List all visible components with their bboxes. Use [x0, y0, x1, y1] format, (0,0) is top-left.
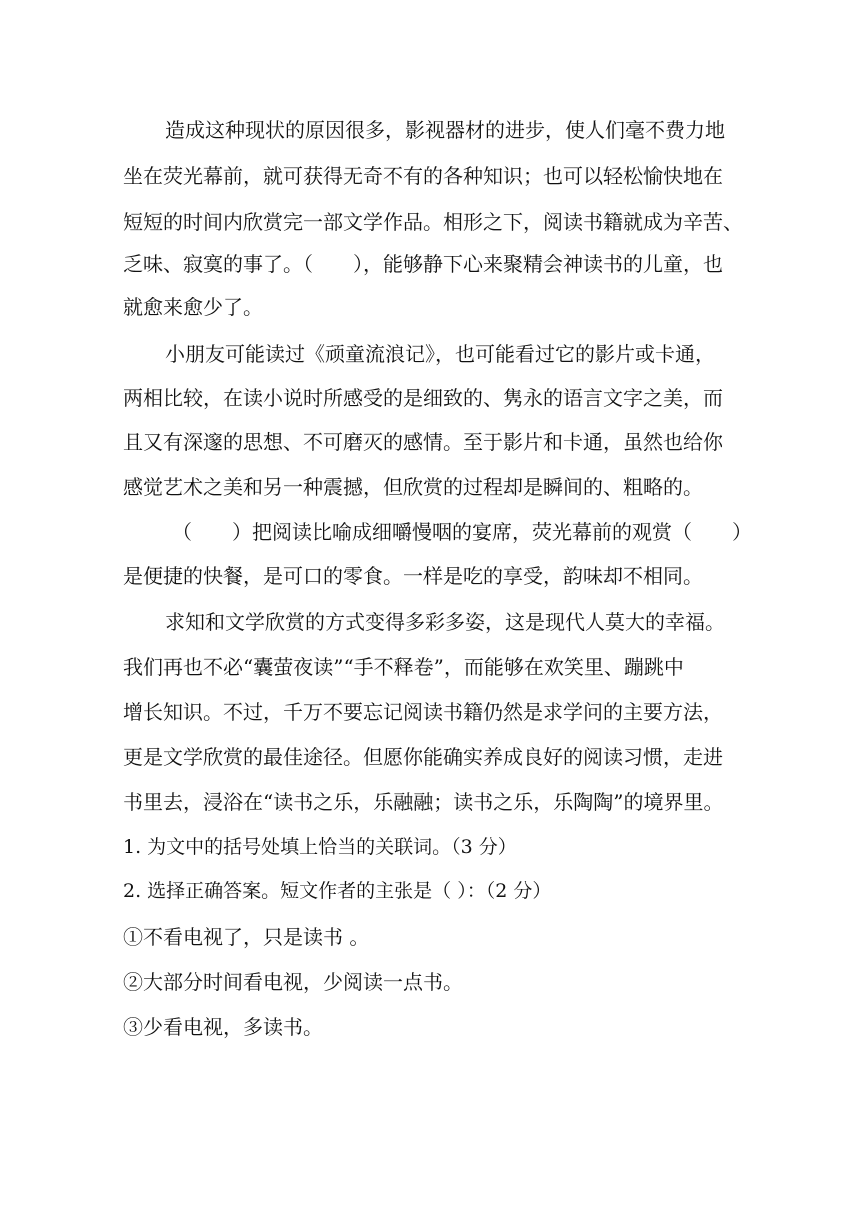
paragraph-4-line-1: 求知和文学欣赏的方式变得多彩多姿，这是现代人莫大的幸福。	[165, 610, 725, 634]
paragraph-1-line-4: 乏味、寂寞的事了。（ ），能够静下心来聚精会神读书的儿童，也	[123, 252, 723, 276]
paragraph-1-line-1: 造成这种现状的原因很多，影视器材的进步，使人们毫不费力地	[165, 118, 725, 142]
paragraph-2-line-2: 两相比较，在读小说时所感受的是细致的、隽永的语言文字之美，而	[123, 386, 723, 410]
paragraph-2-line-1: 小朋友可能读过《顽童流浪记》，也可能看过它的影片或卡通，	[165, 342, 715, 366]
question-1: 1. 为文中的括号处填上恰当的关联词。（3 分）	[123, 836, 517, 858]
option-2: ②大部分时间看电视，少阅读一点书。	[123, 970, 463, 994]
option-3: ③少看电视，多读书。	[123, 1015, 323, 1039]
paragraph-4-line-2: 我们再也不必“囊萤夜读”“手不释卷”，而能够在欢笑里、蹦跳中	[123, 655, 684, 679]
paragraph-4-line-3: 增长知识。不过，千万不要忘记阅读书籍仍然是求学问的主要方法，	[123, 700, 723, 724]
paragraph-1-line-5: 就愈来愈少了。	[123, 295, 263, 319]
paragraph-3-line-1: （ ）把阅读比喻成细嚼慢咽的宴席，荧光幕前的观赏（ ）	[172, 520, 752, 544]
question-2: 2. 选择正确答案。短文作者的主张是（ ）：（2 分）	[123, 880, 552, 902]
paragraph-2-line-3: 且又有深邃的思想、不可磨灭的感情。至于影片和卡通，虽然也给你	[123, 430, 723, 454]
paragraph-1-line-2: 坐在荧光幕前，就可获得无奇不有的各种知识；也可以轻松愉快地在	[123, 164, 723, 188]
option-1: ①不看电视了，只是读书 。	[123, 925, 370, 949]
paragraph-4-line-5: 书里去，浸浴在“读书之乐，乐融融；读书之乐，乐陶陶”的境界里。	[123, 790, 724, 814]
paragraph-2-line-4: 感觉艺术之美和另一种震撼，但欣赏的过程却是瞬间的、粗略的。	[123, 475, 703, 499]
paragraph-3-line-2: 是便捷的快餐，是可口的零食。一样是吃的享受，韵味却不相同。	[123, 564, 703, 588]
paragraph-4-line-4: 更是文学欣赏的最佳途径。但愿你能确实养成良好的阅读习惯，走进	[123, 745, 723, 769]
paragraph-1-line-3: 短短的时间内欣赏完一部文学作品。相形之下，阅读书籍就成为辛苦、	[123, 210, 743, 234]
